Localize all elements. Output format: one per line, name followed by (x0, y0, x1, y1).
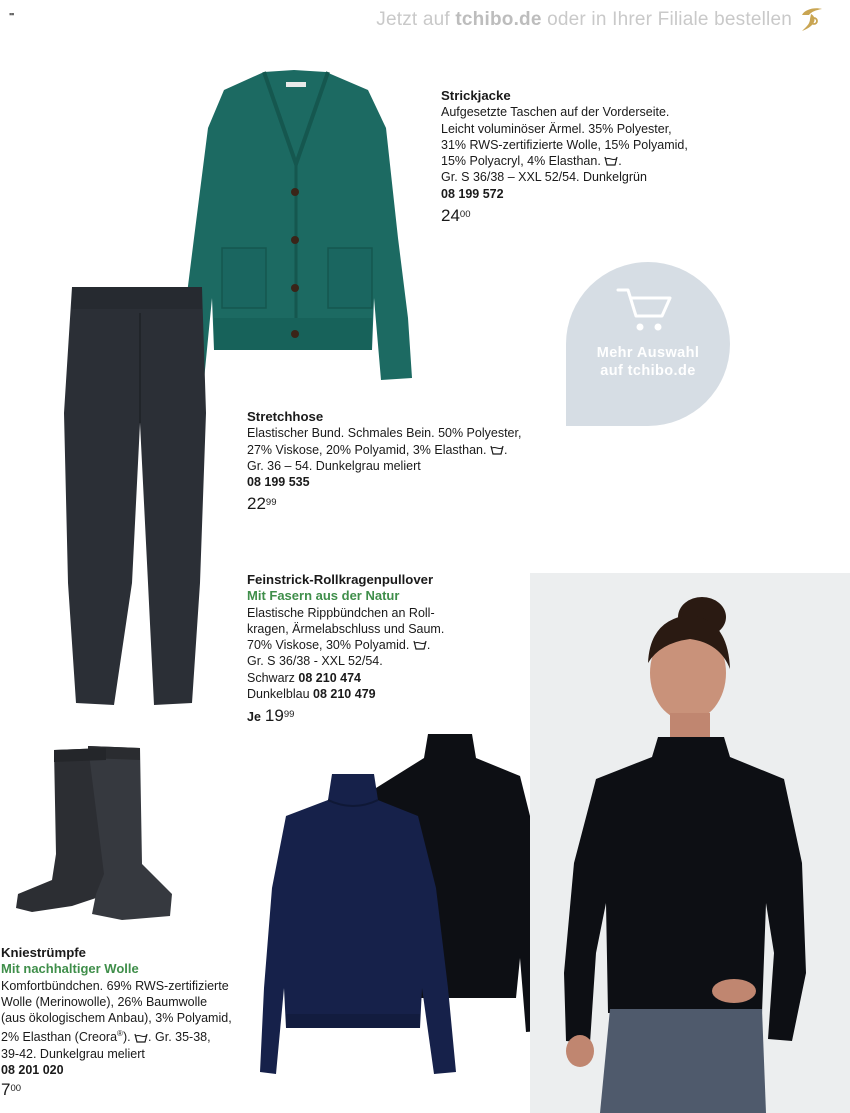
product-desc-line: 15% Polyacryl, 4% Elasthan. . (441, 154, 622, 169)
product-desc-line: kragen, Ärmelabschluss und Saum. (247, 621, 445, 636)
model-photo (530, 573, 850, 1113)
promo-line-1: Mehr Auswahl (596, 345, 700, 361)
price (441, 206, 688, 226)
header-text-post: oder in Ihrer Filiale bestellen (541, 9, 792, 30)
price-cents: 00 (459, 209, 471, 221)
product-desc-line: Elastischer Bund. Schmales Bein. 50% Polyester, (247, 426, 522, 441)
tchibo-logo-icon (796, 4, 826, 34)
price-main: 22 (247, 494, 266, 514)
header-site-link[interactable]: tchibo.de (455, 9, 542, 30)
wash-care-icon (413, 640, 427, 650)
product-desc-line: Wolle (Merinowolle), 26% Baumwolle (1, 994, 208, 1009)
product-desc-line: Leicht voluminöser Ärmel. 35% Polyester, (441, 121, 672, 136)
product-desc-text: . Gr. 35-38, (148, 1030, 211, 1045)
turtleneck-sweaters-image (258, 728, 554, 1113)
product-title: Kniestrümpfe (1, 945, 86, 960)
product-desc-line: Aufgesetzte Taschen auf der Vorderseite. (441, 105, 670, 120)
header-text-pre: Jetzt auf (376, 9, 456, 30)
price-prefix: Je (247, 710, 261, 725)
price-cents: 99 (283, 709, 295, 721)
price-main: 7 (1, 1079, 11, 1099)
product-desc-text: 2% Elasthan (Creora (1, 1030, 118, 1045)
product-desc-line: 31% RWS-zertifizierte Wolle, 15% Polyamid, (441, 137, 688, 152)
registered-mark: ® (117, 1029, 123, 1039)
page-header (0, 0, 850, 42)
product-desc-text: 27% Viskose, 20% Polyamid, 3% Elasthan. (247, 442, 487, 457)
wash-care-icon (490, 445, 504, 455)
product-desc-text: 70% Viskose, 30% Polyamid. (247, 638, 410, 653)
product-desc-line: 39-42. Dunkelgrau meliert (1, 1046, 145, 1061)
product-subtitle: Mit Fasern aus der Natur (247, 588, 400, 604)
product-desc-line: Komfortbündchen. 69% RWS-zertifizierte (1, 978, 229, 993)
dots-icon: ▪▪ (9, 9, 14, 19)
price (247, 706, 444, 727)
product-desc-line: 70% Viskose, 30% Polyamid. . (247, 638, 431, 653)
cardigan-image (176, 68, 416, 384)
product-sizes: Gr. S 36/38 - XXL 52/54. (247, 654, 383, 669)
product-rollkragenpullover (247, 572, 444, 727)
product-desc-line (1, 1026, 232, 1045)
socks-image (12, 744, 177, 922)
product-desc-text: ). (122, 1030, 135, 1045)
color-variant-2 (247, 686, 444, 702)
product-desc-text: 15% Polyacryl, 4% Elasthan. (441, 154, 601, 169)
price-cents: 99 (265, 497, 277, 509)
wash-care-icon (134, 1033, 148, 1043)
shopping-cart-icon (616, 286, 676, 336)
header-tagline[interactable] (376, 9, 792, 31)
article-number: 08 210 479 (313, 687, 376, 702)
price-main: 24 (441, 206, 460, 226)
article-number: 08 199 535 (247, 475, 310, 490)
color-variant-1 (247, 670, 444, 686)
price (247, 494, 521, 514)
pants-image (62, 283, 212, 708)
product-strickjacke (441, 88, 688, 226)
price (1, 1080, 232, 1100)
wash-care-icon (604, 156, 618, 166)
price-main: 19 (264, 706, 284, 726)
color-label: Dunkelblau (247, 687, 310, 702)
product-sizes: Gr. 36 – 54. Dunkelgrau meliert (247, 458, 421, 473)
product-subtitle: Mit nachhaltiger Wolle (1, 961, 139, 977)
article-number: 08 210 474 (298, 670, 361, 685)
product-title: Feinstrick-Rollkragenpullover (247, 572, 434, 587)
product-title: Stretchhose (247, 409, 324, 424)
product-kniestruempfe (1, 945, 232, 1100)
color-label: Schwarz (247, 670, 295, 685)
article-number: 08 201 020 (1, 1063, 64, 1078)
product-desc-line: Elastische Rippbündchen an Roll- (247, 605, 435, 620)
product-stretchhose (247, 409, 521, 514)
product-desc-line: 27% Viskose, 20% Polyamid, 3% Elasthan. . (247, 442, 508, 457)
promo-text (566, 344, 730, 380)
product-desc-line: (aus ökologischem Anbau), 3% Polyamid, (1, 1011, 232, 1026)
product-title: Strickjacke (441, 88, 511, 103)
price-cents: 00 (10, 1082, 22, 1094)
promo-line-2: auf tchibo.de (600, 363, 696, 379)
product-sizes: Gr. S 36/38 – XXL 52/54. Dunkelgrün (441, 170, 647, 185)
promo-content[interactable] (566, 262, 730, 426)
article-number: 08 199 572 (441, 186, 504, 201)
